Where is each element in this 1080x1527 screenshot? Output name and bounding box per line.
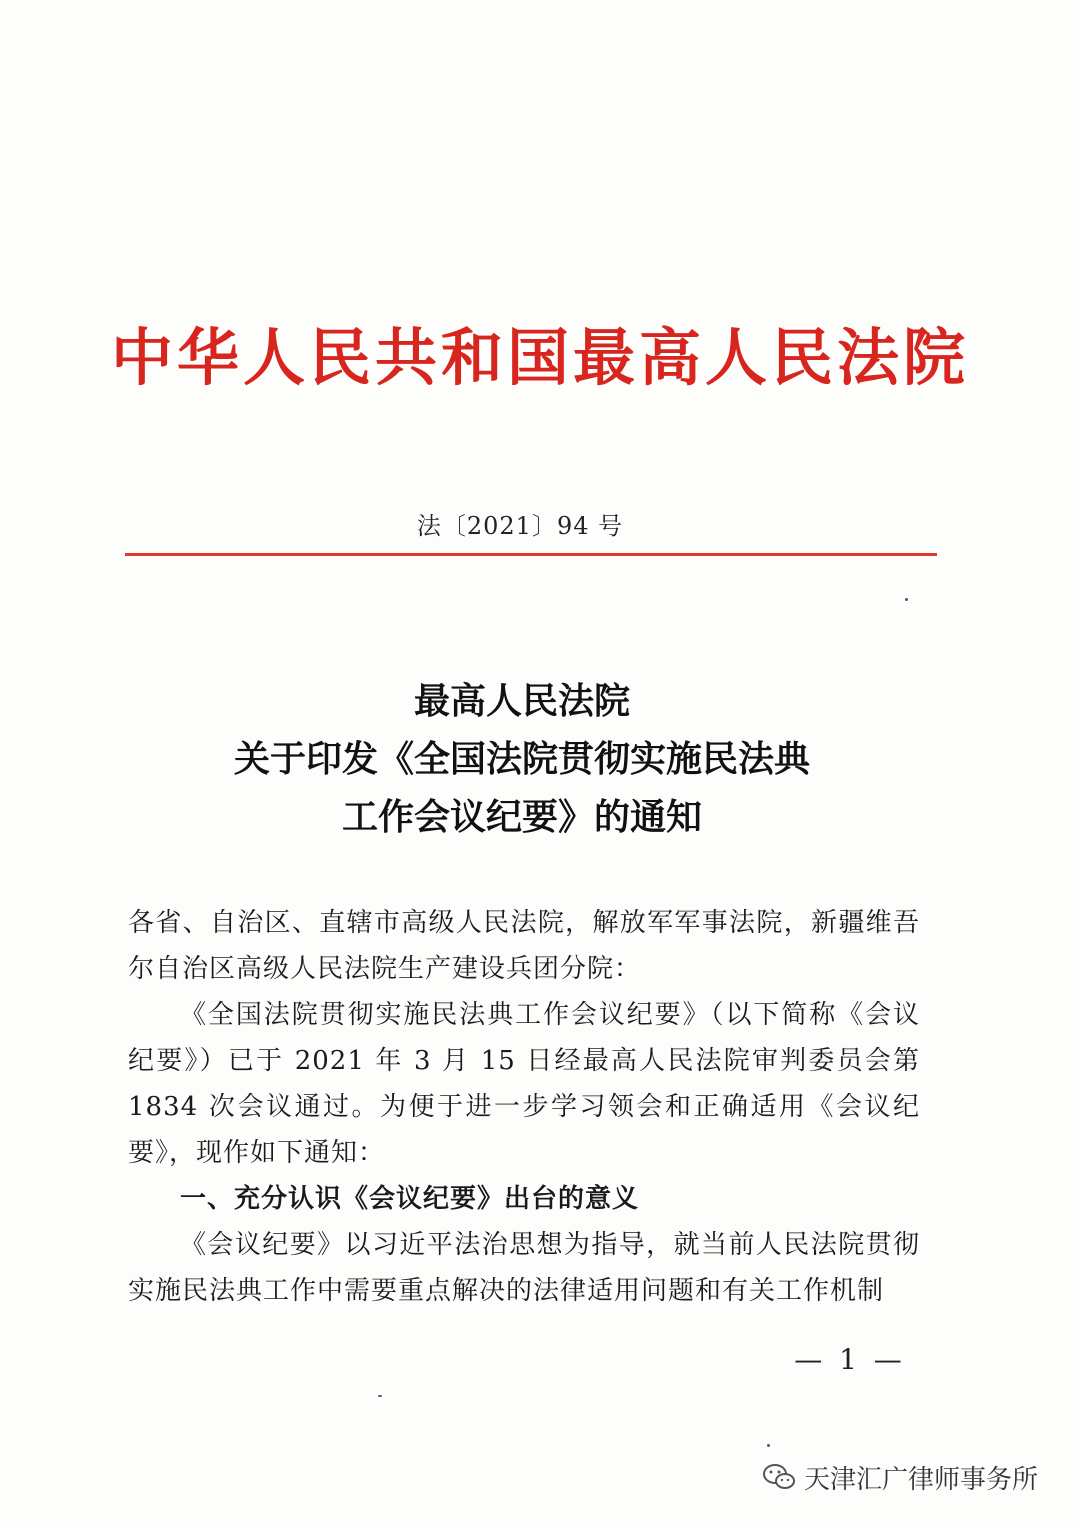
scan-speck [767,1444,770,1447]
body-paragraph-1: 《全国法院贯彻实施民法典工作会议纪要》（以下简称《会议纪要》）已于 2021 年 3 月 15 日经最高人民法院审判委员会第 1834 次会议通过。为便于进一步学习领会和正确适用《会议纪要》，现作如下通知： [128,1000,920,1168]
page-number: — 1 — [794,1343,906,1376]
section-heading-1: 一、充分认识《会议纪要》出台的意义 [180,1184,640,1214]
scan-speck [378,1395,382,1397]
notice-title [0,672,1044,846]
notice-body [128,900,920,1314]
document-number: 法〔2021〕94 号 [416,512,624,540]
title-line-3: 工作会议纪要》的通知 [341,796,702,838]
title-line-1: 最高人民法院 [413,680,630,722]
watermark [762,1455,1038,1499]
addressee-paragraph: 各省、自治区、直辖市高级人民法院，解放军军事法院，新疆维吾尔自治区高级人民法院生产建设兵团分院： [128,908,920,984]
issuer-heading: 中华人民共和国最高人民法院 [110,321,969,394]
scan-speck [905,598,908,601]
red-divider-line [125,553,937,556]
body-paragraph-2: 《会议纪要》以习近平法治思想为指导，就当前人民法院贯彻实施民法典工作中需要重点解决的法律适用问题和有关工作机制 [128,1230,920,1306]
watermark-text: 天津汇广律师事务所 [804,1464,1039,1495]
title-line-2: 关于印发《全国法院贯彻实施民法典 [233,738,810,780]
wechat-icon [762,1462,796,1492]
